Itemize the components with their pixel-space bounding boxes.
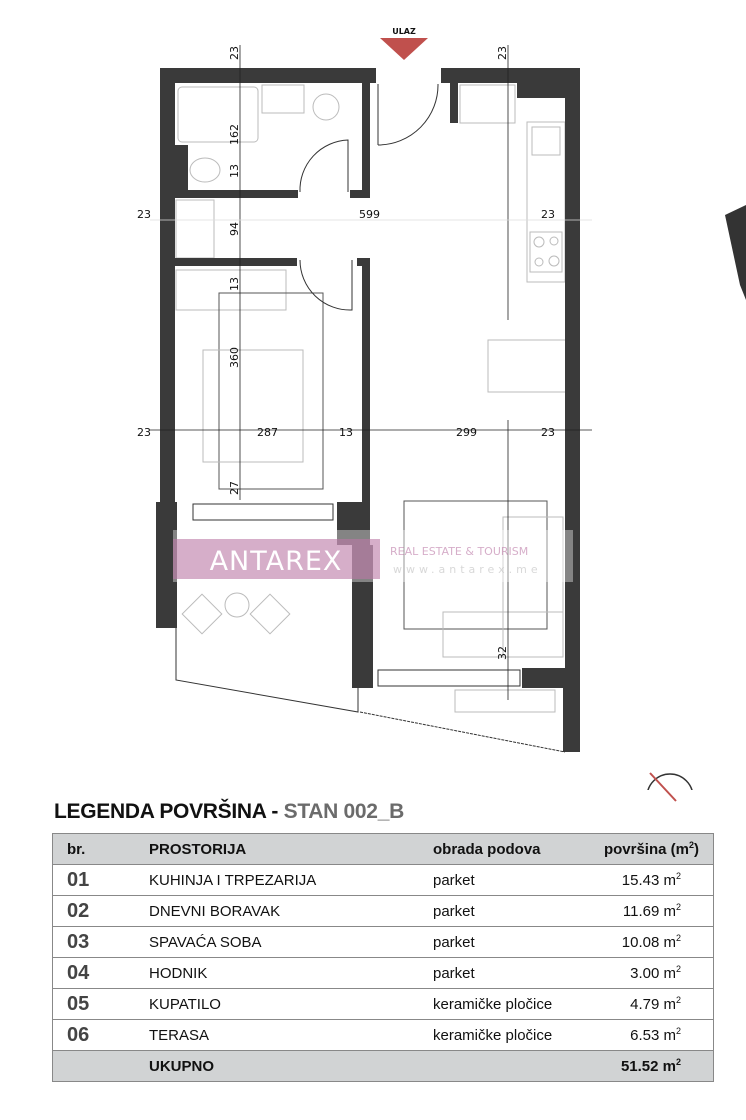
total-area: 51.52 $m^2$ xyxy=(593,1051,714,1082)
dim-label: 162 xyxy=(228,124,241,145)
total-label: UKUPNO xyxy=(149,1051,433,1082)
dim-label: 23 xyxy=(137,426,151,439)
room-area: 6.53 $m^2$ xyxy=(593,1020,714,1051)
total-row xyxy=(53,1051,714,1082)
adjacent-building xyxy=(725,205,746,300)
toilet xyxy=(190,158,220,182)
floor-finish: keramičke pločice xyxy=(433,1020,593,1051)
table-header xyxy=(53,834,714,865)
room-name: HODNIK xyxy=(149,958,433,989)
room-number: 05 xyxy=(53,989,150,1020)
sink xyxy=(262,85,304,113)
dim-label: 23 xyxy=(228,46,241,60)
room-area: 4.79 $m^2$ xyxy=(593,989,714,1020)
dim-label: 360 xyxy=(228,347,241,368)
room-area: 3.00 $m^2$ xyxy=(593,958,714,989)
terrace-table xyxy=(225,593,249,617)
header-no: br. xyxy=(53,834,150,865)
table-row xyxy=(53,927,714,958)
dim-label: 13 xyxy=(228,164,241,178)
entrance-arrow-icon xyxy=(380,38,428,60)
room-area: 10.08 $m^2$ xyxy=(593,927,714,958)
legend-heading: LEGENDA POVRŠINA - xyxy=(54,800,284,823)
terrace-chair xyxy=(250,594,290,634)
dim-label: 94 xyxy=(228,222,241,236)
room-number: 01 xyxy=(53,865,150,896)
table-row xyxy=(53,865,714,896)
apartment-id: STAN 002_B xyxy=(283,800,404,823)
dim-label: 299 xyxy=(456,426,477,439)
floor-finish: parket xyxy=(433,865,593,896)
room-number: 04 xyxy=(53,958,150,989)
fridge xyxy=(460,85,515,123)
dim-label: 27 xyxy=(228,481,241,495)
dim-label: 23 xyxy=(137,208,151,221)
table-row xyxy=(53,958,714,989)
dim-label: 23 xyxy=(496,46,509,60)
room-name: TERASA xyxy=(149,1020,433,1051)
room-name: DNEVNI BORAVAK xyxy=(149,896,433,927)
room-name: SPAVAĆA SOBA xyxy=(149,927,433,958)
room-number: 06 xyxy=(53,1020,150,1051)
header-floor: obrada podova xyxy=(433,834,593,865)
planter xyxy=(455,690,555,712)
room-area: 11.69 $m^2$ xyxy=(593,896,714,927)
room-area: 15.43 $m^2$ xyxy=(593,865,714,896)
room-number: 03 xyxy=(53,927,150,958)
area-legend-table xyxy=(52,833,714,1082)
dim-label: 23 xyxy=(541,426,555,439)
entrance-label: ULAZ xyxy=(392,27,416,36)
bed xyxy=(219,293,323,489)
floor-finish: parket xyxy=(433,927,593,958)
floor-finish: parket xyxy=(433,896,593,927)
header-area: površina $(m^2)$ xyxy=(593,834,714,865)
header-room: PROSTORIJA xyxy=(149,834,433,865)
legend-title xyxy=(54,800,404,824)
dim-label: 23 xyxy=(541,208,555,221)
floor-finish: keramičke pločice xyxy=(433,989,593,1020)
north-arrow-icon xyxy=(640,765,700,825)
kitchen-sink xyxy=(532,127,560,155)
watermark xyxy=(173,530,573,582)
room-number: 02 xyxy=(53,896,150,927)
bathtub xyxy=(178,87,258,142)
kitchen-counter xyxy=(527,122,565,282)
dim-label: 32 xyxy=(496,646,509,660)
dim-label: 287 xyxy=(257,426,278,439)
watermark-url: www.antarex.me xyxy=(393,563,542,576)
table-row xyxy=(53,896,714,927)
dim-label: 13 xyxy=(228,277,241,291)
dim-label: 599 xyxy=(359,208,380,221)
table-row xyxy=(53,1020,714,1051)
terrace-chair xyxy=(182,594,222,634)
floor-finish: parket xyxy=(433,958,593,989)
washing-machine xyxy=(313,94,339,120)
dim-label: 13 xyxy=(339,426,353,439)
room-name: KUHINJA I TRPEZARIJA xyxy=(149,865,433,896)
wardrobe-hall xyxy=(176,200,214,258)
dining-table xyxy=(488,340,566,392)
bed-cover xyxy=(203,350,303,462)
watermark-brand: ANTAREX xyxy=(209,546,343,577)
room-name: KUPATILO xyxy=(149,989,433,1020)
watermark-tagline: REAL ESTATE & TOURISM xyxy=(390,545,529,558)
table-row xyxy=(53,989,714,1020)
